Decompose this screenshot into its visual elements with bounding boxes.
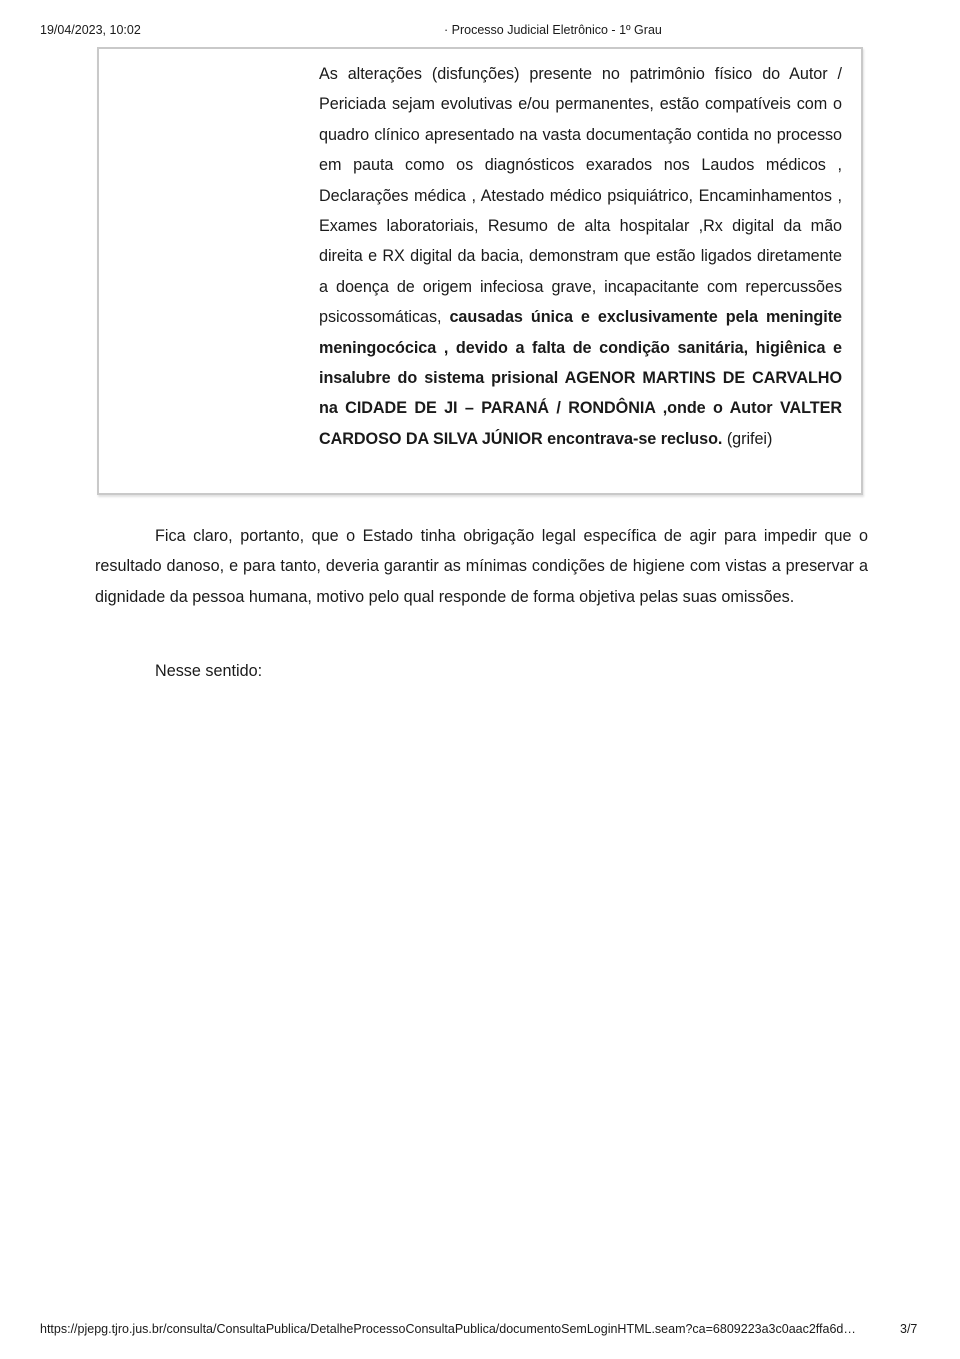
quote-text bbox=[319, 59, 842, 454]
print-datetime: 19/04/2023, 10:02 bbox=[40, 23, 141, 37]
quote-normal-text: As alterações (disfunções) presente no patrimônio físico do Autor / Periciada sejam evolutivas e/ou permanentes, estão compatíveis com o quadro clínico apresentado na vasta documentação contida no processo em pauta como os diagnósticos exarados nos Laudos médicos , Declarações médica , Atestado médico psiquiátrico, Encaminhamentos , Exames laboratoriais, Resumo de alta hospitalar ,Rx digital da mão direita e RX digital da bacia, demonstram que estão ligados diretamente a doença de origem infeciosa grave, incapacitante com repercussões psicossomáticas, bbox=[319, 65, 842, 327]
print-footer-url: https://pjepg.tjro.jus.br/consulta/ConsultaPublica/DetalheProcessoConsultaPublica/documentoSemLoginHTML.seam?ca=6809223a3c0aac2ffa6d… bbox=[40, 1322, 856, 1336]
print-page-number: 3/7 bbox=[900, 1322, 918, 1336]
quote-bold-text: causadas única e exclusivamente pela meningite meningocócica , devido a falta de condição sanitária, higiênica e insalubre do sistema prisional AGENOR MARTINS DE CARVALHO na CIDADE DE JI – PARANÁ / RONDÔNIA ,onde o Autor VALTER CARDOSO DA SILVA JÚNIOR encontrava-se recluso. bbox=[319, 308, 842, 448]
quote-grifei-note: (grifei) bbox=[726, 429, 773, 448]
body-paragraph-nesse-sentido: Nesse sentido: bbox=[155, 662, 263, 680]
print-header-title: · Processo Judicial Eletrônico - 1º Grau bbox=[444, 23, 662, 37]
body-paragraph: Fica claro, portanto, que o Estado tinha obrigação legal específica de agir para impedir que o resultado danoso, e para tanto, deveria garantir as mínimas condições de higiene com vistas a preservar a dignidade da pessoa humana, motivo pelo qual responde de forma objetiva pelas suas omissões. bbox=[95, 527, 868, 606]
